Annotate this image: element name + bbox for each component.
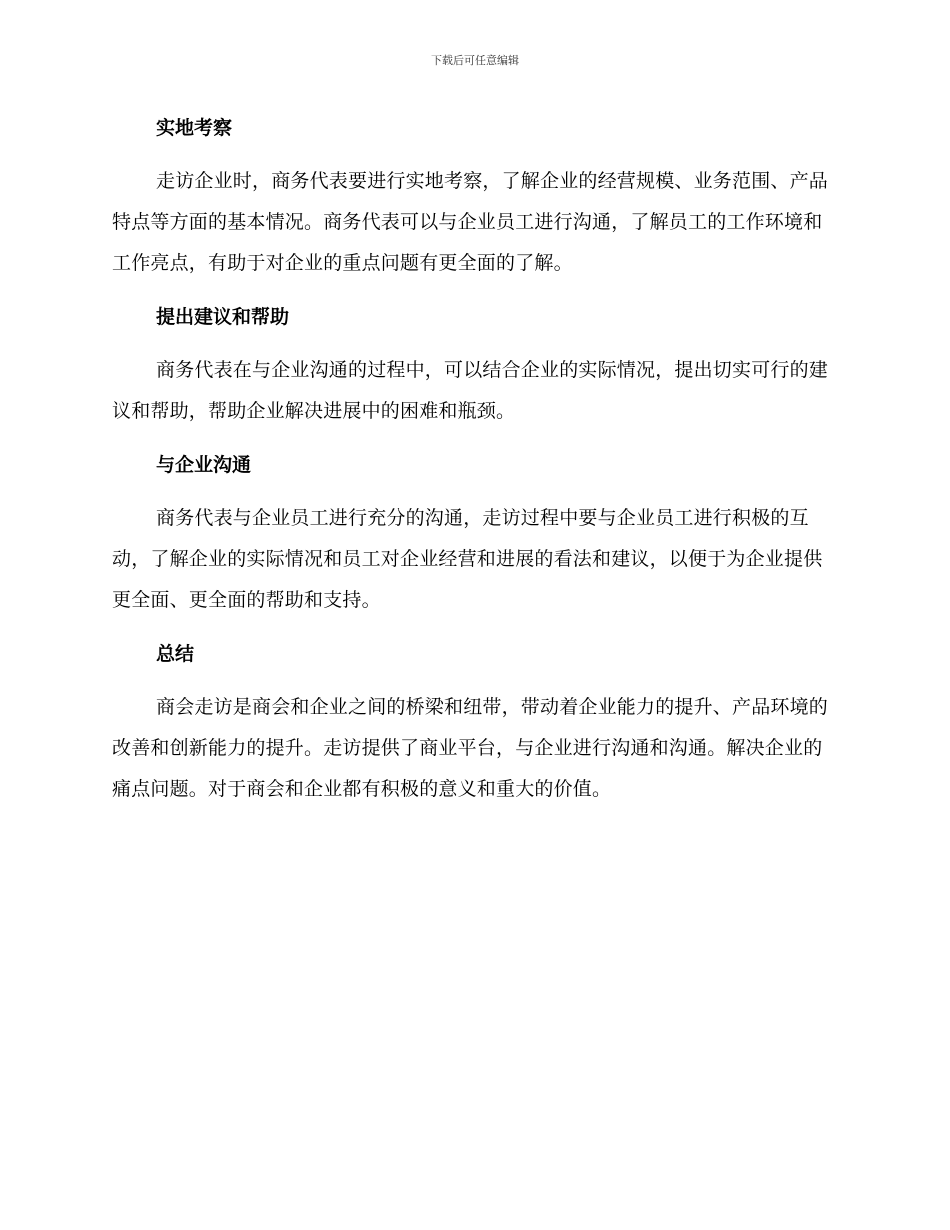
page-header: 下载后可任意编辑 (431, 54, 519, 67)
section-title-communication: 与企业沟通 (156, 454, 252, 476)
section-body-site-visit: 走访企业时，商务代表要进行实地考察，了解企业的经营规模、业务范围、产品特点等方面的基本情况。商务代表可以与企业员工进行沟通，了解员工的工作环境和工作亮点，有助于对企业的重点问题有更全面的了解。 (112, 170, 829, 274)
document-body (112, 108, 832, 823)
section-title-suggestions: 提出建议和帮助 (156, 306, 290, 328)
section-body-suggestions: 商务代表在与企业沟通的过程中，可以结合企业的实际情况，提出切实可行的建议和帮助，帮助企业解决进展中的困难和瓶颈。 (112, 359, 829, 422)
section-body-summary: 商会走访是商会和企业之间的桥梁和纽带，带动着企业能力的提升、产品环境的改善和创新能力的提升。走访提供了商业平台，与企业进行沟通和沟通。解决企业的痛点问题。对于商会和企业都有积极的意义和重大的价值。 (112, 696, 829, 800)
section-title-site-visit: 实地考察 (156, 117, 233, 139)
section-body-communication: 商务代表与企业员工进行充分的沟通，走访过程中要与企业员工进行积极的互动，了解企业的实际情况和员工对企业经营和进展的看法和建议，以便于为企业提供更全面、更全面的帮助和支持。 (112, 507, 823, 611)
section-title-summary: 总结 (156, 643, 195, 665)
